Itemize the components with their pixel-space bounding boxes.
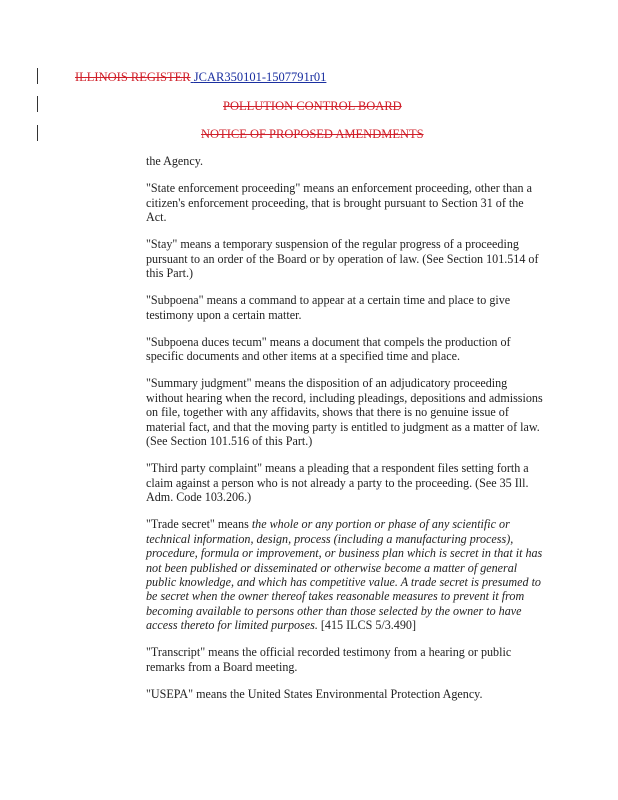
text-line xyxy=(146,604,566,618)
text-line xyxy=(146,308,566,322)
italic-text: procedure, formula or improvement, or business plan which is secret in that it has xyxy=(146,546,543,561)
definition-paragraph xyxy=(146,687,566,701)
text-segment: pursuant to an order of the Board or by operation of law. (See Section 101.514 of xyxy=(146,251,539,266)
text-segment: "Subpoena" means a command to appear at a certain time and place to give xyxy=(146,293,511,308)
document-id-link[interactable] xyxy=(191,70,327,84)
text-segment: [415 ILCS 5/3.490] xyxy=(317,618,416,633)
text-line xyxy=(146,181,566,195)
change-bar xyxy=(37,96,38,112)
definition-paragraph xyxy=(146,645,566,674)
definition-paragraph xyxy=(146,181,566,224)
text-line xyxy=(146,420,566,434)
italic-text: access thereto for limited purposes. xyxy=(146,618,318,633)
text-segment: Adm. Code 103.206.) xyxy=(146,490,252,505)
text-line xyxy=(146,266,566,280)
text-line xyxy=(146,335,566,349)
document-body xyxy=(146,154,566,714)
text-line xyxy=(146,349,566,363)
text-segment: "USEPA" means the United States Environmental Protection Agency. xyxy=(146,686,483,701)
text-segment: without hearing when the record, including pleadings, depositions and admissions xyxy=(146,390,543,405)
text-segment: "Third party complaint" means a pleading that a respondent files setting forth a xyxy=(146,461,529,476)
text-line xyxy=(146,391,566,405)
italic-text: be secret when the owner thereof takes reasonable measures to prevent it from xyxy=(146,589,525,604)
definition-paragraph xyxy=(146,335,566,364)
text-line xyxy=(146,618,566,632)
definition-paragraph xyxy=(146,154,566,168)
text-segment: (See Section 101.516 of this Part.) xyxy=(146,434,313,449)
text-segment: claim against a person who is not already a party to the proceeding. (See 35 Ill. xyxy=(146,475,529,490)
definition-paragraph xyxy=(146,376,566,448)
text-line xyxy=(146,461,566,475)
text-line xyxy=(146,546,566,560)
text-line xyxy=(146,575,566,589)
text-line xyxy=(146,434,566,448)
definition-paragraph xyxy=(146,237,566,280)
definition-paragraph xyxy=(146,461,566,504)
text-line xyxy=(146,405,566,419)
text-line xyxy=(146,645,566,659)
text-segment: "Summary judgment" means the disposition of an adjudicatory proceeding xyxy=(146,376,508,391)
text-line xyxy=(146,561,566,575)
text-segment: testimony upon a certain matter. xyxy=(146,307,302,322)
text-segment: "Subpoena duces tecum" means a document that compels the production of xyxy=(146,334,511,349)
board-title-deleted: POLLUTION CONTROL BOARD xyxy=(223,99,402,113)
text-segment: citizen's enforcement proceeding, that is brought pursuant to Section 31 of the xyxy=(146,195,524,210)
text-segment: "Trade secret" means xyxy=(146,517,252,532)
text-line xyxy=(146,293,566,307)
change-bar xyxy=(37,125,38,141)
text-line xyxy=(146,490,566,504)
text-line xyxy=(146,589,566,603)
definition-paragraph xyxy=(146,293,566,322)
text-line xyxy=(146,196,566,210)
text-segment: specific documents and other items at a specified time and place. xyxy=(146,349,460,364)
text-segment: Act. xyxy=(146,210,167,225)
text-line xyxy=(146,376,566,390)
document-id: JCAR350101-1507791r01 xyxy=(193,70,327,84)
text-segment: remarks from a Board meeting. xyxy=(146,659,298,674)
text-segment: "Stay" means a temporary suspension of the regular progress of a proceeding xyxy=(146,237,519,252)
register-title-deleted: ILLINOIS REGISTER xyxy=(75,70,191,84)
text-line xyxy=(146,210,566,224)
text-segment: "Transcript" means the official recorded testimony from a hearing or public xyxy=(146,645,512,660)
text-line xyxy=(146,517,566,531)
text-line xyxy=(146,237,566,251)
text-line xyxy=(146,154,566,168)
text-segment: this Part.) xyxy=(146,266,194,281)
change-bar xyxy=(37,68,38,84)
text-segment: material fact, and that the moving party is entitled to judgment as a matter of law. xyxy=(146,419,540,434)
text-line xyxy=(146,687,566,701)
text-segment: the Agency. xyxy=(146,154,203,168)
notice-title-deleted: NOTICE OF PROPOSED AMENDMENTS xyxy=(201,127,424,141)
text-line xyxy=(146,476,566,490)
text-segment: "State enforcement proceeding" means an enforcement proceeding, other than a xyxy=(146,181,532,196)
definition-paragraph xyxy=(146,517,566,632)
italic-text: not been published or disseminated or otherwise become a matter of general xyxy=(146,560,518,575)
italic-text: becoming available to persons other than those selected by the owner to have xyxy=(146,603,522,618)
italic-text: the whole or any portion or phase of any scientific or xyxy=(251,517,510,532)
italic-text: technical information, design, process (including a manufacturing process), xyxy=(146,531,514,546)
running-header xyxy=(75,70,326,85)
text-segment: on file, together with any affidavits, shows that there is no genuine issue of xyxy=(146,405,509,420)
italic-text: public knowledge, and which has competitive value. A trade secret is presumed to xyxy=(146,574,541,589)
text-line xyxy=(146,660,566,674)
text-line xyxy=(146,532,566,546)
text-line xyxy=(146,252,566,266)
